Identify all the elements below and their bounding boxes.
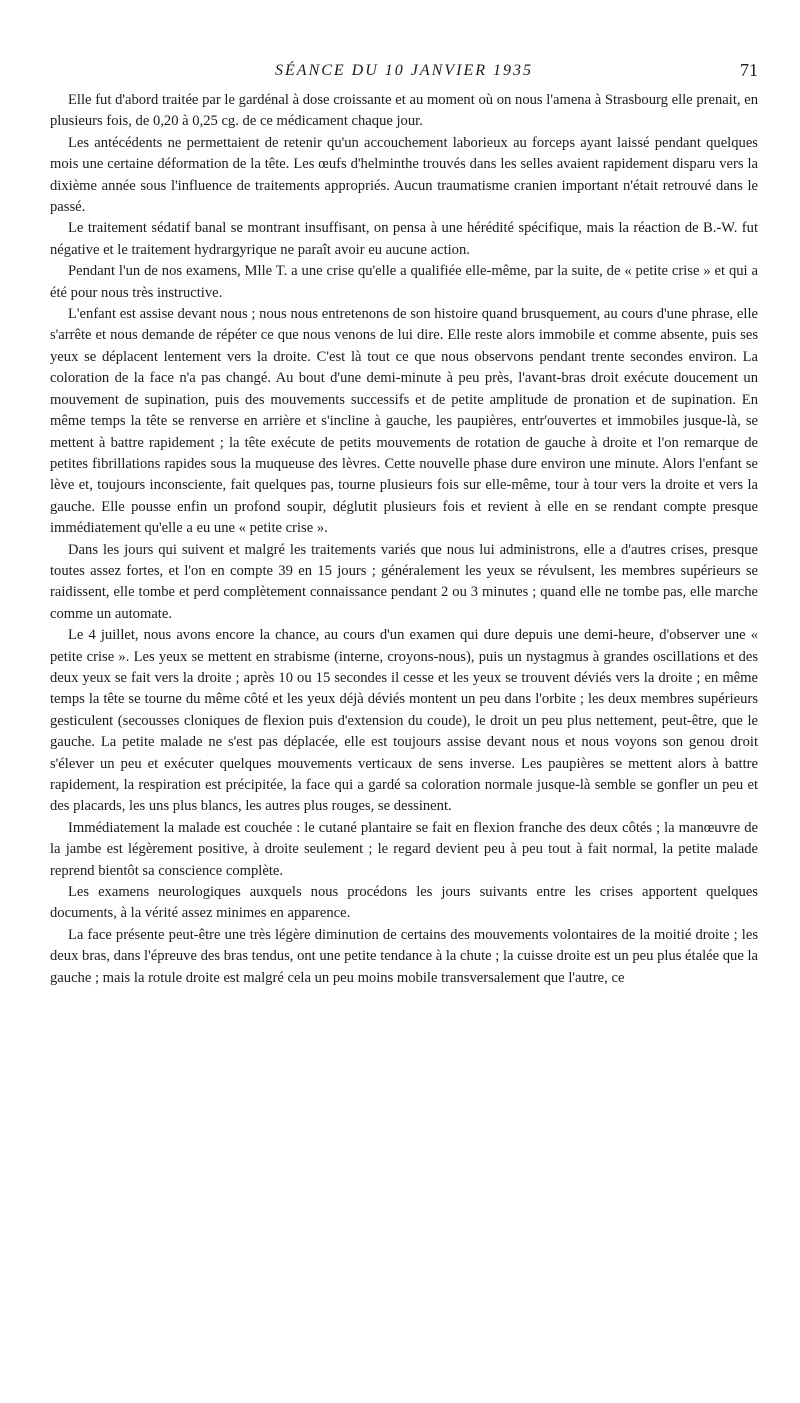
running-title: SÉANCE DU 10 JANVIER 1935 <box>275 62 533 79</box>
paragraph-july-4: Le 4 juillet, nous avons encore la chance, au cours d'un examen qui dure depuis une demi-heure, d'observer une « petite crise ». Les yeux se mettent en strabisme (interne, croyons-nous), puis un nystagmus à grandes oscillations et des deux yeux se fait vers la droite ; après 10 ou 15 secondes il cesse et les yeux se trouvent déviés vers la droite ; en même temps la tête se tourne du même côté et les yeux déjà déviés montent un peu dans l'orbite ; les deux membres supérieurs gesticulent (secousses cloniques de flexion puis d'extension du coude), le droit un peu plus nettement, peut-être, que le gauche. La petite malade ne s'est pas déplacée, elle est toujours assise devant nous et nous voyons son genou droit s'élever un peu et exécuter quelques mouvements verticaux de sens inverse. Les paupières se mettent alors à battre rapidement, la respiration est précipitée, la face qui a gardé sa coloration normale jusque-là semble se gonfler un peu et des placards, les uns plus blancs, les autres plus rouges, se dessinent. <box>50 627 758 815</box>
paragraph-examination: Pendant l'un de nos examens, Mlle T. a une crise qu'elle a qualifiée elle-même, par la suite, de « petite crise » et qui a été pour nous très instructive. <box>50 263 758 301</box>
paragraph-antecedents: Les antécédents ne permettaient de retenir qu'un accouchement laborieux au forceps ayant laissé pendant quelques mois une certaine déformation de la tête. Les œufs d'helminthe trouvés dans les selles avaient rapidement disparu vers la dixième année sous l'influence de traitements appropriés. Aucun traumatisme cranien important n'était retrouvé dans le passé. <box>50 134 758 216</box>
paragraph-sedative-treatment: Le traitement sédatif banal se montrant insuffisant, on pensa à une hérédité spécifique, mais la réaction de B.-W. fut négative et le traitement hydrargyrique ne paraît avoir eu aucune action. <box>50 220 758 258</box>
page-number: 71 <box>740 60 758 80</box>
paragraph-neurological-exams: Les examens neurologiques auxquels nous procédons les jours suivants entre les crises apportent quelques documents, à la vérité assez minimes en apparence. <box>50 884 758 922</box>
paragraph-treatment: Elle fut d'abord traitée par le gardénal à dose croissante et au moment où on nous l'amena à Strasbourg elle prenait, en plusieurs fois, de 0,20 à 0,25 cg. de ce médicament chaque jour. <box>50 92 758 130</box>
paragraph-crisis-description: L'enfant est assise devant nous ; nous nous entretenons de son histoire quand brusquement, au cours d'une phrase, elle s'arrête et nous demande de répéter ce que nous venons de lui dire. Elle reste alors immobile et comme absente, puis ses yeux se déplacent lentement vers la droite. C'est là tout ce que nous observons pendant trente secondes environ. La coloration de la face n'a pas changé. Au bout d'une demi-minute à peu près, l'avant-bras droit exécute doucement un mouvement de supination, puis des mouvements successifs et de petite amplitude de pronation et de supination. En même temps la tête se renverse en arrière et s'incline à gauche, les paupières, entr'ouvertes et immobiles jusque-là, se mettent à battre rapidement ; la tête exécute de petits mouvements de rotation de gauche à droite et l'on remarque de petites fibrillations rapides sous la muqueuse des lèvres. Cette nouvelle phase dure environ une minute. Alors l'enfant se lève et, toujours inconsciente, fait quelques pas, tourne plusieurs fois sur elle-même, tour à tour vers la droite et vers la gauche. Elle pousse enfin un profond soupir, déglutit plusieurs fois et revient à elle en se rendant compte presque immédiatement qu'elle a eu une « petite crise ». <box>50 306 758 537</box>
paragraph-immediately: Immédiatement la malade est couchée : le cutané plantaire se fait en flexion franche des deux côtés ; la manœuvre de la jambe est légèrement positive, à droite seulement ; le regard devient peu à peu tout à fait normal, la petite malade reprend bientôt sa conscience complète. <box>50 819 758 879</box>
paragraph-following-days: Dans les jours qui suivent et malgré les traitements variés que nous lui administrons, elle a d'autres crises, presque toutes assez fortes, et l'on en compte 39 en 15 jours ; généralement les yeux se révulsent, les membres supérieurs se raidissent, elle tombe et perd complètement connaissance pendant 2 ou 3 minutes ; quand elle ne tombe pas, elle marche comme un automate. <box>50 541 758 622</box>
paragraph-face: La face présente peut-être une très légère diminution de certains des mouvements volontaires de la moitié droite ; les deux bras, dans l'épreuve des bras tendus, ont une petite tendance à la chute ; la cuisse droite est un peu plus étalée que la gauche ; mais la rotule droite est malgré cela un peu moins mobile transversalement que l'autre, ce <box>50 926 758 986</box>
body-text <box>50 90 758 989</box>
running-header <box>50 60 758 84</box>
